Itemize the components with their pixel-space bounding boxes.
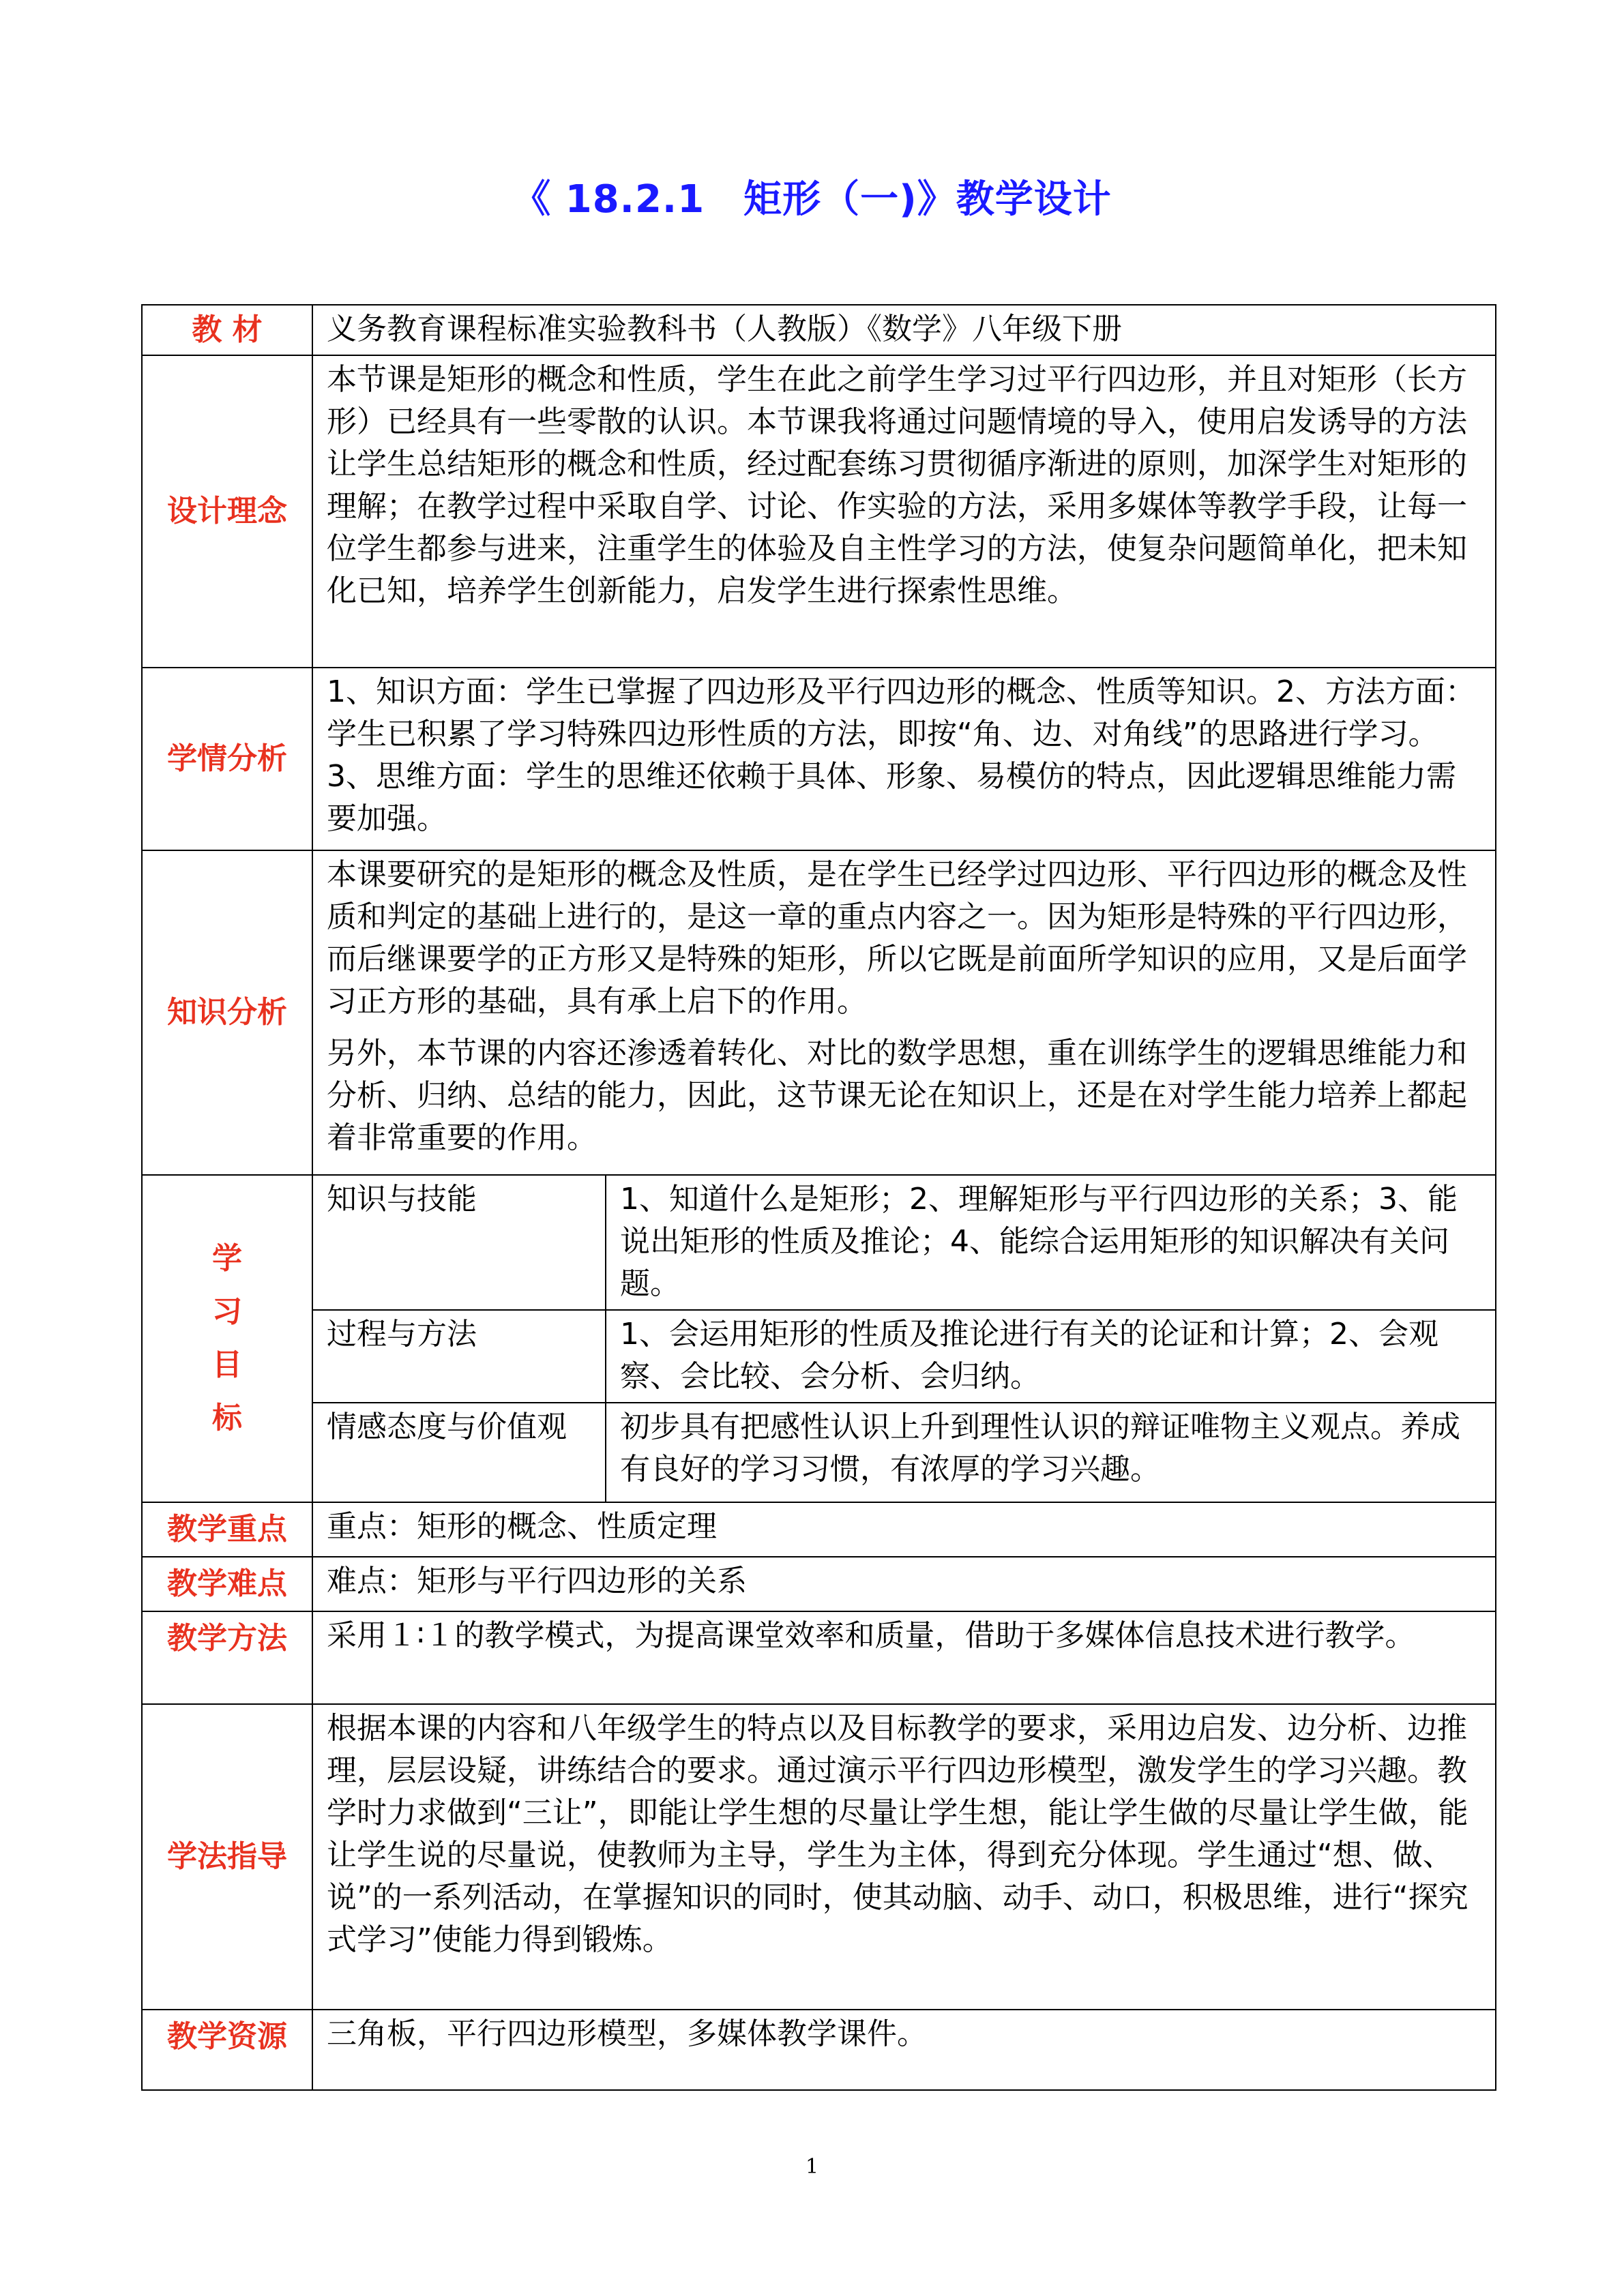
knowledge-paragraph-2: 另外，本节课的内容还渗透着转化、对比的数学思想，重在训练学生的逻辑思维能力和分析、归纳、总结的能力，因此，这节课无论在知识上，还是在对学生能力培养上都起着非常重要的作用。 — [327, 1036, 1467, 1155]
teaching-method-text: 采用１∶１的教学模式，为提高课堂效率和质量，借助于多媒体信息技术进行教学。 — [312, 1611, 1496, 1704]
row-knowledge-analysis — [142, 850, 1496, 1175]
label-teaching-resources: 教学资源 — [142, 2010, 312, 2090]
goal-text: 1、会运用矩形的性质及推论进行有关的论证和计算；2、会观察、会比较、会分析、会归纳。 — [606, 1310, 1496, 1403]
goal-label-char: 习 — [212, 1294, 242, 1329]
lesson-plan-table — [141, 304, 1496, 2091]
page-number: 1 — [805, 2155, 819, 2179]
label-student-analysis: 学情分析 — [142, 668, 312, 850]
label-study-guidance: 学法指导 — [142, 1704, 312, 2010]
row-teaching-method — [142, 1611, 1496, 1704]
teaching-resources-text: 三角板，平行四边形模型，多媒体教学课件。 — [312, 2010, 1496, 2090]
row-student-analysis — [142, 668, 1496, 850]
goal-label-char: 目 — [212, 1347, 242, 1382]
row-study-guidance — [142, 1704, 1496, 2010]
label-design-concept: 设计理念 — [142, 355, 312, 668]
knowledge-paragraph-1: 本课要研究的是矩形的概念及性质，是在学生已经学过四边形、平行四边形的概念及性质和判定的基础上进行的，是这一章的重点内容之一。因为矩形是特殊的平行四边形，而后继课要学的正方形又是特殊的矩形，所以它既是前面所学知识的应用，又是后面学习正方形的基础，具有承上启下的作用。 — [327, 857, 1467, 1019]
row-teaching-resources — [142, 2010, 1496, 2090]
document-title: 《 18.2.1 矩形（一)》教学设计 — [512, 177, 1112, 222]
row-design-concept — [142, 355, 1496, 668]
row-teaching-difficulty — [142, 1557, 1496, 1611]
label-material: 教 材 — [142, 305, 312, 355]
label-teaching-difficulty: 教学难点 — [142, 1557, 312, 1611]
knowledge-analysis-cell — [312, 850, 1496, 1175]
row-goal-knowledge-skills — [142, 1175, 1496, 1310]
goal-name: 情感态度与价值观 — [312, 1403, 606, 1502]
row-goal-emotion-values — [142, 1403, 1496, 1502]
row-material — [142, 305, 1496, 355]
material-text: 义务教育课程标准实验教科书（人教版）《数学》八年级下册 — [312, 305, 1496, 355]
row-goal-process-methods — [142, 1310, 1496, 1403]
label-knowledge-analysis: 知识分析 — [142, 850, 312, 1175]
goal-label-char: 学 — [212, 1241, 242, 1276]
label-teaching-method: 教学方法 — [142, 1611, 312, 1704]
label-learning-goals — [142, 1175, 312, 1502]
goal-name: 过程与方法 — [312, 1310, 606, 1403]
goal-text: 1、知道什么是矩形；2、理解矩形与平行四边形的关系；3、能说出矩形的性质及推论；4、能综合运用矩形的知识解决有关问题。 — [606, 1175, 1496, 1310]
teaching-key-text: 重点：矩形的概念、性质定理 — [312, 1502, 1496, 1557]
teaching-difficulty-text: 难点：矩形与平行四边形的关系 — [312, 1557, 1496, 1611]
row-teaching-key — [142, 1502, 1496, 1557]
study-guidance-text: 根据本课的内容和八年级学生的特点以及目标教学的要求，采用边启发、边分析、边推理，层层设疑，讲练结合的要求。通过演示平行四边形模型，激发学生的学习兴趣。教学时力求做到“三让”，即能让学生想的尽量让学生想，能让学生做的尽量让学生做，能让学生说的尽量说，使教师为主导，学生为主体，得到充分体现。学生通过“想、做、说”的一系列活动，在掌握知识的同时，使其动脑、动手、动口，积极思维，进行“探究式学习”使能力得到锻炼。 — [312, 1704, 1496, 2010]
label-teaching-key: 教学重点 — [142, 1502, 312, 1557]
student-analysis-text: 1、知识方面：学生已掌握了四边形及平行四边形的概念、性质等知识。2、方法方面：学生已积累了学习特殊四边形性质的方法，即按“角、边、对角线”的思路进行学习。3、思维方面：学生的思维还依赖于具体、形象、易模仿的特点，因此逻辑思维能力需要加强。 — [312, 668, 1496, 850]
design-concept-text: 本节课是矩形的概念和性质，学生在此之前学生学习过平行四边形，并且对矩形（长方形）已经具有一些零散的认识。本节课我将通过问题情境的导入，使用启发诱导的方法让学生总结矩形的概念和性质，经过配套练习贯彻循序渐进的原则，加深学生对矩形的理解；在教学过程中采取自学、讨论、作实验的方法，采用多媒体等教学手段，让每一位学生都参与进来，注重学生的体验及自主性学习的方法，使复杂问题简单化，把未知化已知，培养学生创新能力，启发学生进行探索性思维。 — [312, 355, 1496, 668]
goal-name: 知识与技能 — [312, 1175, 606, 1310]
goal-text: 初步具有把感性认识上升到理性认识的辩证唯物主义观点。养成有良好的学习习惯，有浓厚的学习兴趣。 — [606, 1403, 1496, 1502]
goal-label-char: 标 — [212, 1401, 242, 1435]
